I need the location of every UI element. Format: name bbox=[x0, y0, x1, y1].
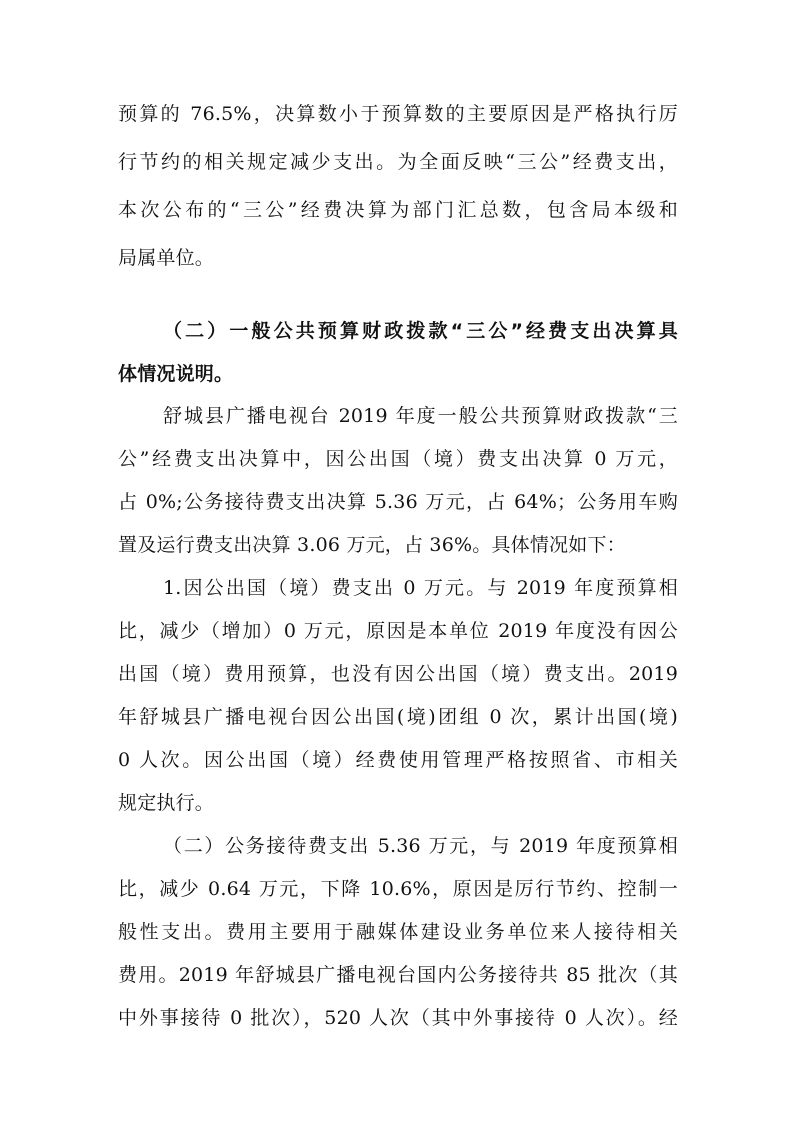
paragraph-line: 出国（境）费用预算，也没有因公出国（境）费支出。2019 bbox=[118, 663, 678, 685]
paragraph-line: 置及运行费支出决算 3.06 万元，占 36%。具体情况如下： bbox=[118, 534, 626, 556]
paragraph-line: 0 人次。因公出国（境）经费使用管理严格按照省、市相关 bbox=[118, 749, 678, 771]
paragraph-line: 般性支出。费用主要用于融媒体建设业务单位来人接待相关 bbox=[118, 921, 678, 943]
paragraph-line: 局属单位。 bbox=[118, 247, 215, 269]
paragraph-line: 本次公布的“三公”经费决算为部门汇总数，包含局本级和 bbox=[118, 199, 678, 221]
paragraph-line: 比，减少 0.64 万元，下降 10.6%，原因是厉行节约、控制一 bbox=[118, 878, 678, 900]
section-heading: （二）一般公共预算财政拨款“三公”经费支出决算具 bbox=[163, 320, 678, 342]
paragraph-line: 比，减少（增加）0 万元，原因是本单位 2019 年度没有因公 bbox=[118, 620, 678, 642]
paragraph-line: 费用。2019 年舒城县广播电视台国内公务接待共 85 批次（其 bbox=[118, 964, 678, 986]
paragraph-line: 占 0%;公务接待费支出决算 5.36 万元，占 64%；公务用车购 bbox=[118, 491, 678, 513]
paragraph-line: 舒城县广播电视台 2019 年度一般公共预算财政拨款“三 bbox=[163, 405, 678, 427]
section-heading: 体情况说明。 bbox=[118, 363, 234, 385]
paragraph-line: 年舒城县广播电视台因公出国(境)团组 0 次，累计出国(境) bbox=[118, 706, 678, 728]
paragraph-line: 1.因公出国（境）费支出 0 万元。与 2019 年度预算相 bbox=[163, 577, 678, 599]
paragraph-line: 行节约的相关规定减少支出。为全面反映“三公”经费支出， bbox=[118, 151, 678, 173]
paragraph-line: （二）公务接待费支出 5.36 万元，与 2019 年度预算相 bbox=[163, 835, 678, 857]
paragraph-line: 中外事接待 0 批次），520 人次（其中外事接待 0 人次）。经 bbox=[118, 1007, 678, 1029]
paragraph-line: 预算的 76.5%，决算数小于预算数的主要原因是严格执行厉 bbox=[118, 103, 678, 125]
paragraph-line: 规定执行。 bbox=[118, 792, 215, 814]
paragraph-line: 公”经费支出决算中，因公出国（境）费支出决算 0 万元， bbox=[118, 448, 678, 470]
